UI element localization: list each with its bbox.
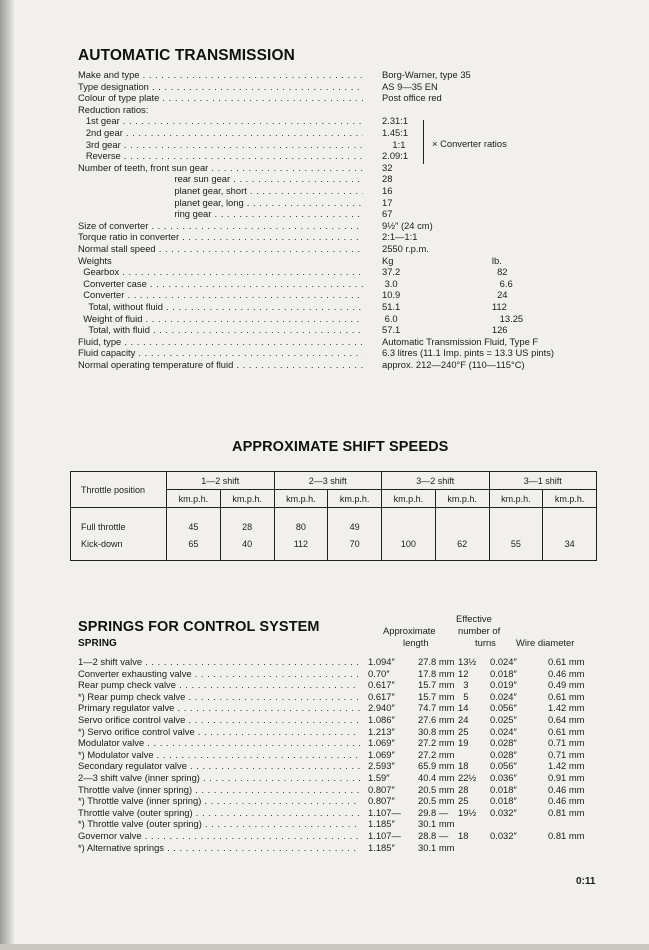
spec-row bbox=[78, 139, 618, 151]
spec-label: Fluid, type . . . bbox=[78, 336, 363, 348]
spec-value: 57.1 bbox=[382, 324, 401, 336]
spring-length-in: 1.107— bbox=[368, 806, 401, 818]
spring-name: *) Rear pump check valve . . . bbox=[78, 691, 360, 703]
throttle-position-label: Kick-down bbox=[71, 535, 167, 561]
spring-name: Throttle valve (outer spring) . . . bbox=[78, 807, 360, 819]
spring-row bbox=[78, 772, 618, 784]
unit-header: km.p.h. bbox=[435, 490, 489, 508]
spec-value-lb: 112 bbox=[458, 301, 507, 312]
spring-turns: 5 bbox=[458, 690, 469, 702]
spec-row bbox=[78, 115, 618, 127]
spring-length-in: 1.213″ bbox=[368, 725, 395, 737]
spring-turns: 18 bbox=[458, 830, 469, 841]
spec-row bbox=[78, 243, 618, 255]
spec-value: 2.09:1 bbox=[382, 150, 409, 162]
spring-length-in: 0.70″ bbox=[368, 667, 390, 679]
spring-row bbox=[78, 679, 618, 691]
shift-speeds-table bbox=[70, 471, 597, 561]
speed-cell: 45 bbox=[167, 508, 221, 536]
spring-name: Primary regulator valve . . . bbox=[78, 702, 360, 714]
spec-value: AS 9—35 EN bbox=[382, 80, 438, 92]
spring-row bbox=[78, 807, 618, 819]
shift-speeds-body bbox=[71, 508, 597, 561]
spec-value: 32 bbox=[382, 161, 393, 173]
spring-row bbox=[78, 842, 618, 854]
spec-value: 28 bbox=[382, 173, 393, 185]
spec-row bbox=[78, 185, 618, 197]
spring-length-in: 1.086″ bbox=[368, 714, 395, 725]
spec-label: Reduction ratios: bbox=[78, 103, 149, 115]
spec-value: 6.3 litres (11.1 Imp. pints = 13.3 US pints) bbox=[382, 347, 555, 359]
spring-turns: 13½ bbox=[458, 656, 477, 667]
unit-header: km.p.h. bbox=[328, 490, 382, 508]
wire-diameter-mm: 0.61 mm bbox=[548, 656, 585, 667]
group-header: 2—3 shift bbox=[274, 472, 382, 490]
spec-label: Fluid capacity . . . bbox=[78, 347, 363, 359]
unit-header: km.p.h. bbox=[220, 490, 274, 508]
spec-value-lb: lb. bbox=[458, 254, 502, 266]
spring-length-mm: 27.2 mm bbox=[418, 748, 455, 760]
spring-name: *) Modulator valve . . . bbox=[78, 749, 360, 761]
spec-row bbox=[78, 313, 618, 325]
spec-row bbox=[78, 173, 618, 185]
spring-length-in: 1.094″ bbox=[368, 656, 395, 667]
speed-cell bbox=[435, 508, 489, 536]
spring-turns: 12 bbox=[458, 667, 469, 679]
spec-row bbox=[78, 197, 618, 209]
spring-length-in: 2.940″ bbox=[368, 702, 395, 714]
spec-row bbox=[78, 347, 618, 359]
spec-value: 2550 r.p.m. bbox=[382, 243, 429, 254]
throttle-position-header: Throttle position bbox=[71, 472, 167, 508]
spec-label: Number of teeth, front sun gear . . . bbox=[78, 162, 363, 174]
wire-diameter-mm: 0.71 mm bbox=[548, 737, 585, 749]
spring-length-mm: 20.5 mm bbox=[418, 795, 455, 807]
spec-label: ring gear . . . bbox=[78, 208, 363, 220]
spring-row bbox=[78, 702, 618, 714]
spec-value: Kg bbox=[382, 254, 394, 266]
spring-length-in: 1.59″ bbox=[368, 772, 390, 783]
spec-label: rear sun gear . . . bbox=[78, 173, 363, 185]
converter-ratios-note: × Converter ratios bbox=[432, 138, 507, 149]
spring-row bbox=[78, 691, 618, 703]
wire-diameter-mm: 0.71 mm bbox=[548, 748, 585, 760]
spring-turns: 19½ bbox=[458, 806, 477, 818]
spring-length-mm: 27.6 mm bbox=[418, 714, 455, 725]
spec-value-lb: 6.6 bbox=[458, 277, 513, 289]
spec-label: Type designation . . . bbox=[78, 81, 363, 93]
wire-diameter-in: 0.028″ bbox=[490, 737, 517, 749]
spec-label: Weights bbox=[78, 254, 112, 266]
transmission-title: AUTOMATIC TRANSMISSION bbox=[78, 47, 295, 64]
spring-length-mm: 15.7 mm bbox=[418, 690, 455, 702]
throttle-position-label: Full throttle bbox=[71, 508, 167, 536]
spec-value-lb: 13.25 bbox=[458, 312, 524, 324]
spec-value: Automatic Transmission Fluid, Type F bbox=[382, 335, 539, 347]
wire-diameter-in: 0.019″ bbox=[490, 679, 517, 691]
spring-row bbox=[78, 726, 618, 738]
spec-value: 10.9 bbox=[382, 289, 401, 301]
spec-label: Converter case . . . bbox=[78, 278, 363, 290]
spring-row bbox=[78, 795, 618, 807]
spec-label: Normal stall speed . . . bbox=[78, 243, 363, 255]
unit-header: km.p.h. bbox=[382, 490, 436, 508]
unit-header: km.p.h. bbox=[543, 490, 597, 508]
wire-diameter-in: 0.036″ bbox=[490, 772, 517, 783]
spring-row bbox=[78, 784, 618, 796]
spec-row bbox=[78, 359, 618, 371]
spec-row bbox=[78, 220, 618, 232]
group-header: 3—1 shift bbox=[489, 472, 597, 490]
number-of-header: number of bbox=[458, 625, 501, 636]
wire-diameter-mm: 0.46 mm bbox=[548, 667, 585, 679]
spec-value-lb: 82 bbox=[458, 266, 508, 278]
spec-value: Borg-Warner, type 35 bbox=[382, 69, 471, 80]
spec-label: planet gear, long . . . bbox=[78, 197, 363, 209]
springs-subtitle: SPRING bbox=[78, 638, 117, 649]
spec-row bbox=[78, 289, 618, 301]
wire-diameter-in: 0.018″ bbox=[490, 667, 517, 679]
wire-diameter-mm: 0.49 mm bbox=[548, 679, 585, 691]
spring-row bbox=[78, 749, 618, 761]
spec-label: Gearbox . . . bbox=[78, 266, 363, 278]
spring-name: *) Alternative springs . . . bbox=[78, 842, 360, 854]
spring-length-in: 0.807″ bbox=[368, 795, 395, 807]
spring-name: 1—2 shift valve . . . bbox=[78, 656, 360, 668]
wire-diameter-in: 0.024″ bbox=[490, 690, 517, 702]
wire-diameter-mm: 0.81 mm bbox=[548, 806, 585, 818]
spec-label: Size of converter . . . bbox=[78, 220, 363, 232]
speed-cell bbox=[489, 508, 543, 536]
wire-diameter-in: 0.018″ bbox=[490, 783, 517, 795]
spring-name: Throttle valve (inner spring) . . . bbox=[78, 784, 360, 796]
wire-diameter-mm: 0.81 mm bbox=[548, 830, 585, 841]
spring-length-in: 0.617″ bbox=[368, 690, 395, 702]
spring-length-in: 0.617″ bbox=[368, 679, 395, 691]
spec-value: 6.0 bbox=[382, 312, 398, 324]
spec-label: Torque ratio in converter . . . bbox=[78, 231, 363, 243]
speed-cell bbox=[382, 508, 436, 536]
speed-cell: 28 bbox=[220, 508, 274, 536]
spec-row bbox=[78, 162, 618, 174]
spec-row bbox=[78, 92, 618, 104]
spec-value: approx. 212—240°F (110—115°C) bbox=[382, 359, 525, 370]
spring-row bbox=[78, 737, 618, 749]
spring-turns: 19 bbox=[458, 737, 469, 749]
effective-header: Effective bbox=[456, 613, 492, 624]
spec-value-lb: 126 bbox=[458, 324, 508, 336]
wire-diameter-mm: 1.42 mm bbox=[548, 760, 585, 772]
wire-diameter-in: 0.018″ bbox=[490, 795, 517, 807]
group-header: 3—2 shift bbox=[382, 472, 490, 490]
wire-diameter-mm: 0.91 mm bbox=[548, 772, 585, 783]
spec-value: 3.0 bbox=[382, 277, 398, 289]
spring-length-mm: 28.8 — bbox=[418, 830, 449, 841]
spring-row bbox=[78, 818, 618, 830]
spec-label: Total, with fluid . . . bbox=[78, 324, 363, 336]
speed-cell: 55 bbox=[489, 535, 543, 561]
spec-label: Converter . . . bbox=[78, 289, 363, 301]
shift-row bbox=[71, 508, 597, 536]
speed-cell: 80 bbox=[274, 508, 328, 536]
spring-length-in: 1.069″ bbox=[368, 748, 395, 760]
spring-length-mm: 65.9 mm bbox=[418, 760, 455, 772]
wire-diameter-mm: 0.64 mm bbox=[548, 714, 585, 725]
spring-length-mm: 74.7 mm bbox=[418, 702, 455, 714]
spring-name: *) Servo orifice control valve . . . bbox=[78, 726, 360, 738]
spec-label: Weight of fluid . . . bbox=[78, 313, 363, 325]
spring-length-mm: 40.4 mm bbox=[418, 772, 455, 783]
spec-label: Colour of type plate . . . bbox=[78, 92, 363, 104]
spring-name: Modulator valve . . . bbox=[78, 737, 360, 749]
spring-turns: 18 bbox=[458, 760, 469, 772]
page-binding-shadow bbox=[0, 0, 14, 950]
spec-value: 16 bbox=[382, 185, 393, 196]
spring-turns: 14 bbox=[458, 702, 469, 714]
speed-cell: 70 bbox=[328, 535, 382, 561]
wire-diameter-mm: 1.42 mm bbox=[548, 702, 585, 714]
spec-value: 67 bbox=[382, 208, 393, 220]
shift-row bbox=[71, 535, 597, 561]
spec-label: Reverse . . . bbox=[78, 150, 363, 162]
spring-length-mm: 29.8 — bbox=[418, 806, 449, 818]
spring-turns: 3 bbox=[458, 679, 469, 691]
unit-header: km.p.h. bbox=[167, 490, 221, 508]
spec-label: 3rd gear . . . bbox=[78, 139, 363, 151]
spring-length-in: 1.069″ bbox=[368, 737, 395, 749]
wire-diameter-mm: 0.46 mm bbox=[548, 795, 585, 807]
wire-diameter-in: 0.024″ bbox=[490, 725, 517, 737]
spring-length-mm: 27.2 mm bbox=[418, 737, 455, 749]
spec-row bbox=[78, 231, 618, 243]
wire-diameter-in: 0.056″ bbox=[490, 702, 517, 714]
spec-value: 1:1 bbox=[382, 138, 406, 150]
spring-turns: 22½ bbox=[458, 772, 477, 783]
spring-length-in: 1.107— bbox=[368, 830, 401, 841]
turns-header: turns bbox=[475, 637, 496, 648]
wire-diameter-in: 0.032″ bbox=[490, 806, 517, 818]
spec-row bbox=[78, 266, 618, 278]
spring-length-in: 2.593″ bbox=[368, 760, 395, 772]
page-bottom-edge bbox=[0, 944, 649, 950]
speed-cell: 49 bbox=[328, 508, 382, 536]
spec-value: 9½″ (24 cm) bbox=[382, 219, 433, 231]
spec-value: 2:1—1:1 bbox=[382, 231, 418, 243]
spec-value: Post office red bbox=[382, 92, 442, 104]
shift-speeds-title: APPROXIMATE SHIFT SPEEDS bbox=[232, 439, 449, 455]
spec-row bbox=[78, 150, 618, 162]
spring-turns: 25 bbox=[458, 795, 469, 807]
spec-row bbox=[78, 104, 618, 116]
approximate-header: Approximate bbox=[383, 625, 436, 636]
spec-row bbox=[78, 255, 618, 267]
length-header: length bbox=[403, 637, 429, 648]
spec-label: 1st gear . . . bbox=[78, 115, 363, 127]
speed-cell: 34 bbox=[543, 535, 597, 561]
springs-title: SPRINGS FOR CONTROL SYSTEM bbox=[78, 619, 320, 635]
spring-length-in: 1.185″ bbox=[368, 841, 395, 853]
speed-cell: 100 bbox=[382, 535, 436, 561]
wire-diameter-mm: 0.61 mm bbox=[548, 690, 585, 702]
speed-cell: 112 bbox=[274, 535, 328, 561]
spec-label: Make and type . . . bbox=[78, 69, 363, 81]
wire-diameter-header: Wire diameter bbox=[516, 637, 575, 648]
spec-row bbox=[78, 69, 618, 81]
spec-row bbox=[78, 81, 618, 93]
speed-cell: 62 bbox=[435, 535, 489, 561]
spec-value: 2.31:1 bbox=[382, 115, 409, 127]
spec-row bbox=[78, 324, 618, 336]
spec-label: 2nd gear . . . bbox=[78, 127, 363, 139]
spring-name: Governor valve . . . bbox=[78, 830, 360, 842]
spec-value: 17 bbox=[382, 196, 393, 208]
spec-value-lb: 24 bbox=[458, 289, 508, 301]
spring-name: Converter exhausting valve . . . bbox=[78, 668, 360, 680]
spring-name: Servo orifice control valve . . . bbox=[78, 714, 360, 726]
spring-row bbox=[78, 668, 618, 680]
spring-turns: 28 bbox=[458, 783, 469, 795]
spring-row bbox=[78, 714, 618, 726]
spring-name: Rear pump check valve . . . bbox=[78, 679, 360, 691]
spring-name: *) Throttle valve (outer spring) . . . bbox=[78, 818, 360, 830]
wire-diameter-in: 0.056″ bbox=[490, 760, 517, 772]
spring-name: *) Throttle valve (inner spring) . . . bbox=[78, 795, 360, 807]
wire-diameter-in: 0.028″ bbox=[490, 748, 517, 760]
speed-cell bbox=[543, 508, 597, 536]
spec-row bbox=[78, 336, 618, 348]
unit-header: km.p.h. bbox=[489, 490, 543, 508]
spring-name: Secondary regulator valve . . . bbox=[78, 760, 360, 772]
spring-length-in: 0.807″ bbox=[368, 783, 395, 795]
spec-label: Total, without fluid . . . bbox=[78, 301, 363, 313]
spec-row bbox=[78, 127, 618, 139]
spec-row bbox=[78, 208, 618, 220]
wire-diameter-mm: 0.61 mm bbox=[548, 725, 585, 737]
group-header: 1—2 shift bbox=[167, 472, 275, 490]
spring-length-mm: 20.5 mm bbox=[418, 783, 455, 795]
spring-length-mm: 17.8 mm bbox=[418, 667, 455, 679]
spec-value: 51.1 bbox=[382, 301, 401, 312]
wire-diameter-mm: 0.46 mm bbox=[548, 783, 585, 795]
spring-row bbox=[78, 656, 618, 668]
spec-value: 37.2 bbox=[382, 266, 401, 278]
spring-row bbox=[78, 830, 618, 842]
spring-length-mm: 30.1 mm bbox=[418, 818, 455, 830]
spring-turns: 24 bbox=[458, 714, 469, 725]
spring-row bbox=[78, 760, 618, 772]
spring-length-mm: 15.7 mm bbox=[418, 679, 455, 691]
speed-cell: 65 bbox=[167, 535, 221, 561]
ratio-brace bbox=[423, 120, 425, 164]
spring-turns: 25 bbox=[458, 725, 469, 737]
spec-label: Normal operating temperature of fluid . . . bbox=[78, 359, 363, 371]
wire-diameter-in: 0.024″ bbox=[490, 656, 517, 667]
speed-cell: 40 bbox=[220, 535, 274, 561]
spec-label: planet gear, short . . . bbox=[78, 185, 363, 197]
page-number: 0:11 bbox=[576, 876, 596, 887]
unit-header: km.p.h. bbox=[274, 490, 328, 508]
wire-diameter-in: 0.032″ bbox=[490, 830, 517, 841]
spec-row bbox=[78, 278, 618, 290]
wire-diameter-in: 0.025″ bbox=[490, 714, 517, 725]
spring-name: 2—3 shift valve (inner spring) . . . bbox=[78, 772, 360, 784]
spec-value: 1.45:1 bbox=[382, 127, 409, 138]
spring-length-mm: 30.8 mm bbox=[418, 725, 455, 737]
spec-row bbox=[78, 301, 618, 313]
spring-length-in: 1.185″ bbox=[368, 818, 395, 830]
spring-length-mm: 30.1 mm bbox=[418, 841, 455, 853]
spring-length-mm: 27.8 mm bbox=[418, 656, 455, 667]
